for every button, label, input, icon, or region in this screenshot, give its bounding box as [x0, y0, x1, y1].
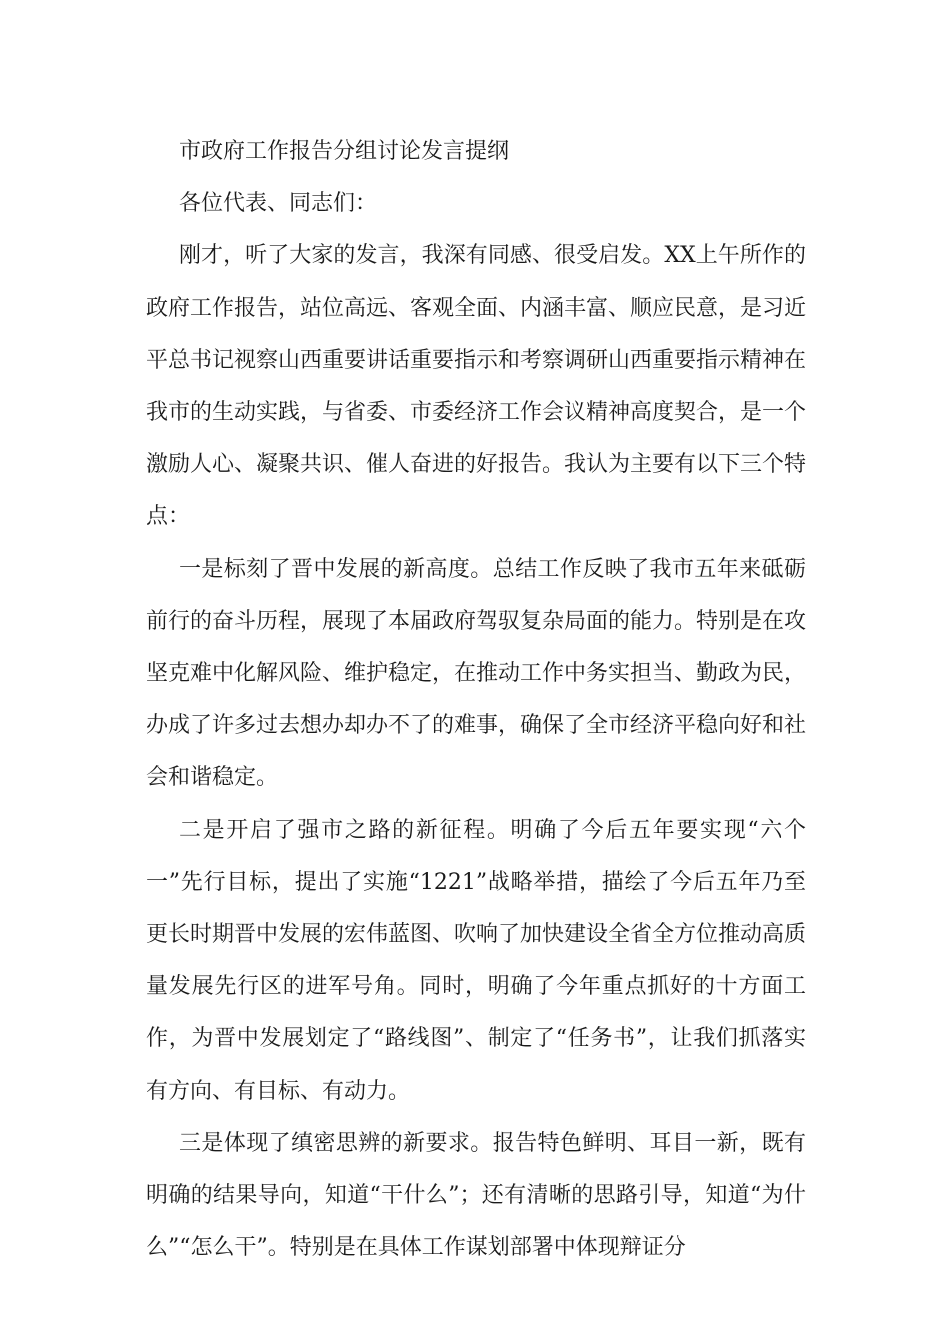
paragraph-point-three: 三是体现了缜密思辨的新要求。报告特色鲜明、耳目一新，既有明确的结果导向，知道“干什么”；还有清晰的思路引导，知道“为什么”“怎么干”。特别是在具体工作谋划部署中体现辩证分 — [146, 1130, 806, 1261]
paragraph-intro: 刚才，听了大家的发言，我深有同感、很受启发。XX上午所作的政府工作报告，站位高远、客观全面、内涵丰富、顺应民意，是习近平总书记视察山西重要讲话重要指示和考察调研山西重要指示精神在我市的生动实践，与省委、市委经济工作会议精神高度契合，是一个激励人心、凝聚共识、催人奋进的好报告。我认为主要有以下三个特点： — [146, 243, 807, 530]
salutation: 各位代表、同志们： — [179, 191, 378, 217]
document-body — [146, 126, 806, 1274]
paragraph-point-two: 二是开启了强市之路的新征程。明确了今后五年要实现“六个一”先行目标，提出了实施“1221”战略举措，描绘了今后五年乃至更长时期晋中发展的宏伟蓝图、吹响了加快建设全省全方位推动高质量发展先行区的进军号角。同时，明确了今年重点抓好的十方面工作，为晋中发展划定了“路线图”、制定了“任务书”，让我们抓落实有方向、有目标、有动力。 — [146, 817, 807, 1104]
paragraph-point-one: 一是标刻了晋中发展的新高度。总结工作反映了我市五年来砥砺前行的奋斗历程，展现了本届政府驾驭复杂局面的能力。特别是在攻坚克难中化解风险、维护稳定，在推动工作中务实担当、勤政为民，办成了许多过去想办却办不了的难事，确保了全市经济平稳向好和社会和谐稳定。 — [146, 556, 807, 791]
document-title: 市政府工作报告分组讨论发言提纲 — [179, 139, 510, 164]
